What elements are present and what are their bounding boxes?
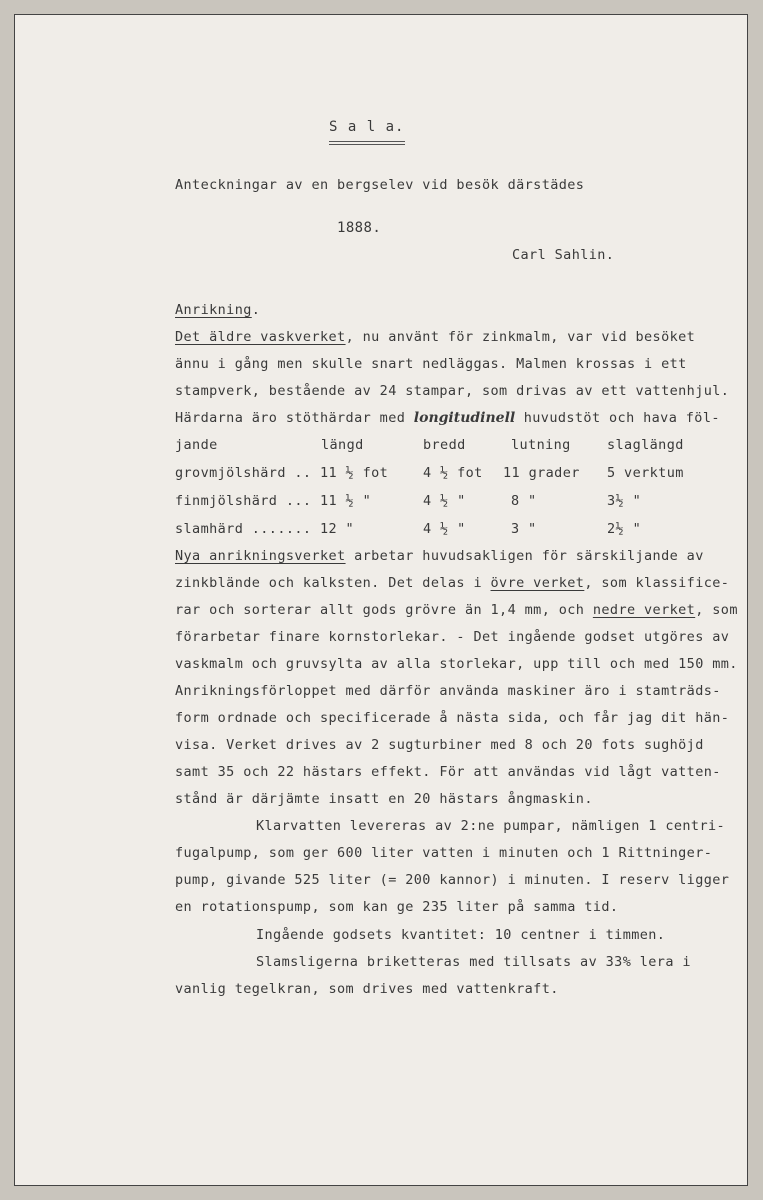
p2-underlined-term: Nya anrikningsverket [175,548,346,564]
p1-line-3: stampverk, bestående av 24 stampar, som drivas av ett vattenhjul. [175,383,730,399]
p2-line-8: visa. Verket drives av 2 sugturbiner med 8 och 20 fots sughöjd [175,737,704,753]
section-heading-dot: . [251,302,261,318]
p3-line-2: fugalpump, som ger 600 liter vatten i minuten och 1 Rittninger- [175,845,713,861]
p3-line-4: en rotationspump, som kan ge 235 liter på samma tid. [175,899,619,915]
document-page [14,14,748,1186]
p2-underlined-lower-works: nedre verket [592,602,696,618]
p3-line-1: Klarvatten levereras av 2:ne pumpar, nämligen 1 centri- [256,818,726,834]
table-header-cell: bredd [423,437,466,453]
p1-line-4-a: Härdarna äro stöthärdar med [175,410,406,426]
table-cell: 11 grader [503,465,580,481]
p2-line-1 [175,548,704,564]
p3-line-3: pump, givande 525 liter (= 200 kannor) i minuten. I reserv ligger [175,872,730,888]
p1-line-1-rest: , nu använt för zinkmalm, var vid besöket [345,329,696,345]
p2-line-3 [175,602,738,618]
table-cell: 2½ " [607,521,642,537]
p1-line-4 [175,410,720,426]
p2-line-4: förarbetar finare kornstorlekar. - Det ingående godset utgöres av [175,629,730,645]
table-cell: slamhärd ....... 12 " [175,521,355,537]
table-header-cell: längd [321,437,364,453]
p2-line-3-b: , som [695,602,738,618]
year: 1888. [337,220,382,236]
section-heading-text: Anrikning [175,302,252,318]
section-heading [175,302,260,318]
handwritten-insert: longitudinell [413,410,516,426]
p2-line-2 [175,575,729,591]
p2-line-10: stånd är därjämte insatt en 20 hästars ångmaskin. [175,791,593,807]
table-header-cell: lutning [511,437,571,453]
p2-line-9: samt 35 och 22 hästars effekt. För att användas vid lågt vatten- [175,764,721,780]
table-cell: 5 verktum [607,465,684,481]
p2-line-5: vaskmalm och gruvsylta av alla storlekar, upp till och med 150 mm. [175,656,738,672]
subtitle: Anteckningar av en bergselev vid besök därstädes [175,177,585,193]
table-cell: 3½ " [607,493,642,509]
p2-line-3-a: rar och sorterar allt gods grövre än 1,4 mm, och [175,602,593,618]
p5-line-1: Slamsligerna briketteras med tillsats av 33% lera i [256,954,691,970]
table-cell: grovmjölshärd .. 11 ½ fot [175,465,389,481]
p1-line-4-b: huvudstöt och hava föl- [523,410,720,426]
table-cell: finmjölshärd ... 11 ½ " [175,493,372,509]
author: Carl Sahlin. [512,247,615,263]
p2-line-1-rest: arbetar huvudsakligen för särskiljande av [345,548,704,564]
p2-line-2-b: , som klassifice- [584,575,730,591]
p2-line-2-a: zinkblände och kalksten. Det delas i [175,575,491,591]
p1-line-2: ännu i gång men skulle snart nedläggas. Malmen krossas i ett [175,356,687,372]
p1-underlined-term: Det äldre vaskverket [175,329,346,345]
p2-line-7: form ordnade och specificerade å nästa sida, och får jag dit hän- [175,710,730,726]
table-header-cell: jande [175,437,218,453]
p5-line-2: vanlig tegelkran, som drives med vattenkraft. [175,981,559,997]
table-cell: 4 ½ fot [423,465,483,481]
page-title: S a l a. [329,119,405,135]
title-double-underline [329,141,405,145]
table-cell: 4 ½ " [423,493,466,509]
p4-line-1: Ingående godsets kvantitet: 10 centner i timmen. [256,927,666,943]
table-cell: 3 " [511,521,537,537]
p1-line-1 [175,329,695,345]
table-cell: 8 " [511,493,537,509]
table-cell: 4 ½ " [423,521,466,537]
p2-underlined-upper-works: övre verket [490,575,585,591]
p2-line-6: Anrikningsförloppet med därför använda maskiner äro i stamträds- [175,683,721,699]
table-header-cell: slaglängd [607,437,684,453]
